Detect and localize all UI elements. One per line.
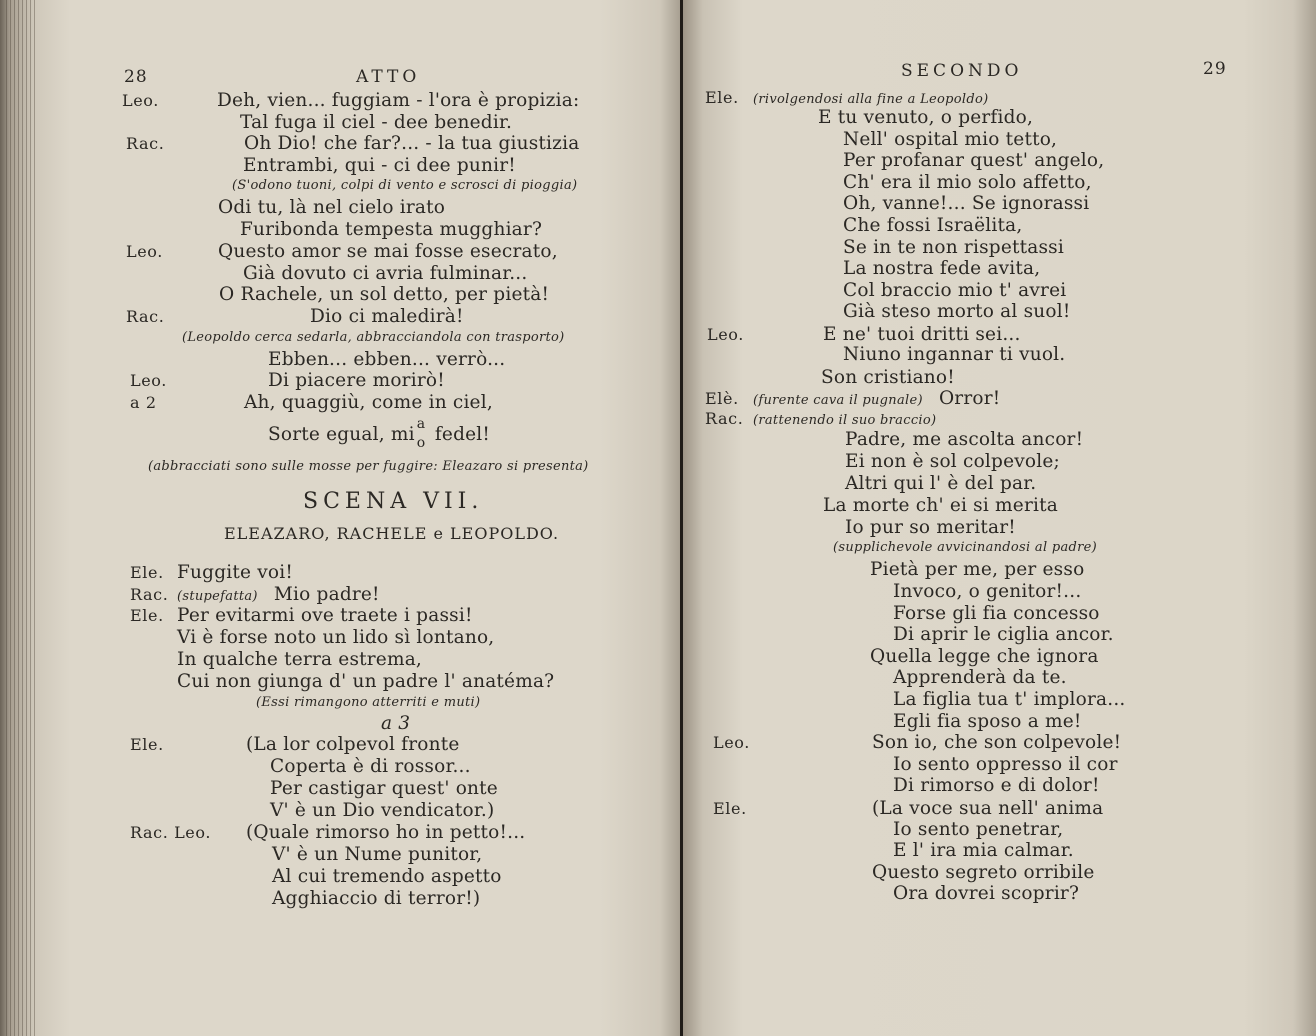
verse-line: E tu venuto, o perfido, xyxy=(818,107,1034,128)
verse-line: Già steso morto al suol! xyxy=(843,301,1071,322)
verse-text: Sorte egual, mi xyxy=(268,424,415,445)
page-edge-decoration xyxy=(6,0,36,1036)
verse-line: Tal fuga il ciel - dee benedir. xyxy=(240,112,513,133)
verse-line: Dio ci maledirà! xyxy=(310,306,464,327)
verse-line: Oh, vanne!... Se ignorassi xyxy=(843,193,1090,214)
speaker-label: Rac. xyxy=(130,585,169,604)
verse-line: V' è un Nume punitor, xyxy=(272,844,483,865)
verse-line: La morte ch' ei si merita xyxy=(823,495,1058,516)
verse-line: Pietà per me, per esso xyxy=(870,559,1085,580)
speaker-label: Ele. xyxy=(130,563,164,582)
scene-heading: SCENA VII. xyxy=(303,489,484,514)
page-number: 29 xyxy=(1203,59,1227,79)
verse-line: Nell' ospital mio tetto, xyxy=(843,129,1058,150)
verse-line: Per evitarmi ove traete i passi! xyxy=(177,605,473,626)
stage-direction: (Essi rimangono atterriti e muti) xyxy=(256,695,481,710)
speaker-label: Ele. xyxy=(130,606,164,625)
stacked-top: a xyxy=(416,416,426,432)
speaker-label: Rac. xyxy=(126,134,165,153)
verse-line: Di aprir le ciglia ancor. xyxy=(893,624,1114,645)
speaker-label: Ele. xyxy=(705,88,739,107)
verse-line: Al cui tremendo aspetto xyxy=(272,866,502,887)
verse-line: Per castigar quest' onte xyxy=(270,778,498,799)
speaker-label: Leo. xyxy=(126,242,163,261)
verse-line: E ne' tuoi dritti sei... xyxy=(823,324,1021,345)
speaker-label: a 2 xyxy=(130,393,157,412)
verse-line: Altri qui l' è del par. xyxy=(845,473,1037,494)
stage-direction: (rivolgendosi alla fine a Leopoldo) xyxy=(753,92,989,107)
speaker-label: Leo. xyxy=(122,91,159,110)
stage-direction: (furente cava il pugnale) xyxy=(753,393,923,408)
verse-line: Forse gli fia concesso xyxy=(893,603,1100,624)
verse-line: Io sento oppresso il cor xyxy=(893,754,1118,775)
stage-direction: (S'odono tuoni, colpi di vento e scrosci di pioggia) xyxy=(232,178,578,193)
speaker-label: Rac. xyxy=(126,307,165,326)
speaker-label: Ele. xyxy=(130,735,164,754)
stage-direction: (Leopoldo cerca sedarla, abbracciandola con trasporto) xyxy=(182,330,565,345)
stacked-bottom: o xyxy=(416,435,426,451)
speaker-label: Leo. xyxy=(713,733,750,752)
verse-line: (La lor colpevol fronte xyxy=(246,734,460,755)
verse-line: Apprenderà da te. xyxy=(893,667,1067,688)
verse-line: La nostra fede avita, xyxy=(843,258,1041,279)
verse-line: Entrambi, qui - ci dee punir! xyxy=(243,155,516,176)
speaker-label: Ele. xyxy=(713,799,747,818)
verse-line: Odi tu, là nel cielo irato xyxy=(218,197,446,218)
verse-line: E l' ira mia calmar. xyxy=(893,840,1074,861)
verse-line: Quella legge che ignora xyxy=(870,646,1099,667)
verse-line: Oh Dio! che far?... - la tua giustizia xyxy=(244,133,580,154)
verse-line: Ah, quaggiù, come in ciel, xyxy=(244,392,493,413)
verse-line: Son cristiano! xyxy=(821,367,955,388)
verse-line: Cui non giunga d' un padre l' anatéma? xyxy=(177,671,555,692)
verse-line: (Quale rimorso ho in petto!... xyxy=(246,822,526,843)
speaker-label: Rac. xyxy=(705,409,744,428)
stage-direction: (supplichevole avvicinandosi al padre) xyxy=(833,540,1098,555)
speaker-label: Leo. xyxy=(707,325,744,344)
verse-text: Orror! xyxy=(932,388,1001,409)
page-number: 28 xyxy=(124,67,148,87)
verse-line: Deh, vien... fuggiam - l'ora è propizia: xyxy=(217,90,580,111)
stage-direction: (abbracciati sono sulle mosse per fuggire: Eleazaro si presenta) xyxy=(148,459,589,474)
verse-line: Che fossi Israëlita, xyxy=(843,215,1023,236)
verse-line: Ch' era il mio solo affetto, xyxy=(843,172,1092,193)
verse-line: Di rimorso e di dolor! xyxy=(893,775,1100,796)
verse-line: Son io, che son colpevole! xyxy=(872,732,1122,753)
verse-line: Ebben... ebben... verrò... xyxy=(268,349,506,370)
verse-line: Agghiaccio di terror!) xyxy=(272,888,481,909)
verse-line: Egli fia sposo a me! xyxy=(893,711,1082,732)
verse-line: Ora dovrei scoprir? xyxy=(893,883,1080,904)
speaker-label: Leo. xyxy=(130,371,167,390)
stage-direction: (stupefatta) xyxy=(177,589,258,604)
verse-line: Niuno ingannar ti vuol. xyxy=(843,344,1066,365)
verse-line: Questo amor se mai fosse esecrato, xyxy=(218,241,558,262)
verse-line: Invoco, o genitor!... xyxy=(893,581,1082,602)
verse-line: V' è un Dio vendicator.) xyxy=(270,800,495,821)
verse-line: Coperta è di rossor... xyxy=(270,756,471,777)
verse-line: Col braccio mio t' avrei xyxy=(843,280,1067,301)
stacked-vowels xyxy=(415,416,429,451)
speaker-label: Rac. Leo. xyxy=(130,823,212,842)
verse-line: Già dovuto ci avria fulminar... xyxy=(243,263,528,284)
verse-line: La figlia tua t' implora... xyxy=(893,689,1126,710)
verse-line: Ei non è sol colpevole; xyxy=(845,451,1060,472)
running-head: SECONDO xyxy=(901,61,1023,81)
verse-line xyxy=(268,416,491,451)
verse-line: Fuggite voi! xyxy=(177,562,293,583)
verse-line: Io sento penetrar, xyxy=(893,819,1064,840)
verse-line: In qualche terra estrema, xyxy=(177,649,423,670)
verse-line: Padre, me ascolta ancor! xyxy=(845,429,1084,450)
running-head: ATTO xyxy=(356,67,421,87)
cast-list: ELEAZARO, RACHELE e LEOPOLDO. xyxy=(224,524,560,543)
verse-line: (La voce sua nell' anima xyxy=(872,798,1104,819)
ensemble-marker: a 3 xyxy=(381,713,411,734)
verse-line: Di piacere morirò! xyxy=(268,370,445,391)
verse-line: O Rachele, un sol detto, per pietà! xyxy=(219,284,550,305)
verse-line: Se in te non rispettassi xyxy=(843,237,1064,258)
verse-text: Mio padre! xyxy=(267,584,380,605)
verse-line: Furibonda tempesta mugghiar? xyxy=(240,219,543,240)
stage-direction: (rattenendo il suo braccio) xyxy=(753,413,937,428)
verse-line: Vi è forse noto un lido sì lontano, xyxy=(177,627,495,648)
speaker-label: Elè. xyxy=(705,389,739,408)
verse-text: fedel! xyxy=(428,424,491,445)
verse-line: Per profanar quest' angelo, xyxy=(843,150,1105,171)
verse-line: Io pur so meritar! xyxy=(845,517,1016,538)
right-page xyxy=(683,0,1316,1036)
verse-line: Questo segreto orribile xyxy=(872,862,1095,883)
